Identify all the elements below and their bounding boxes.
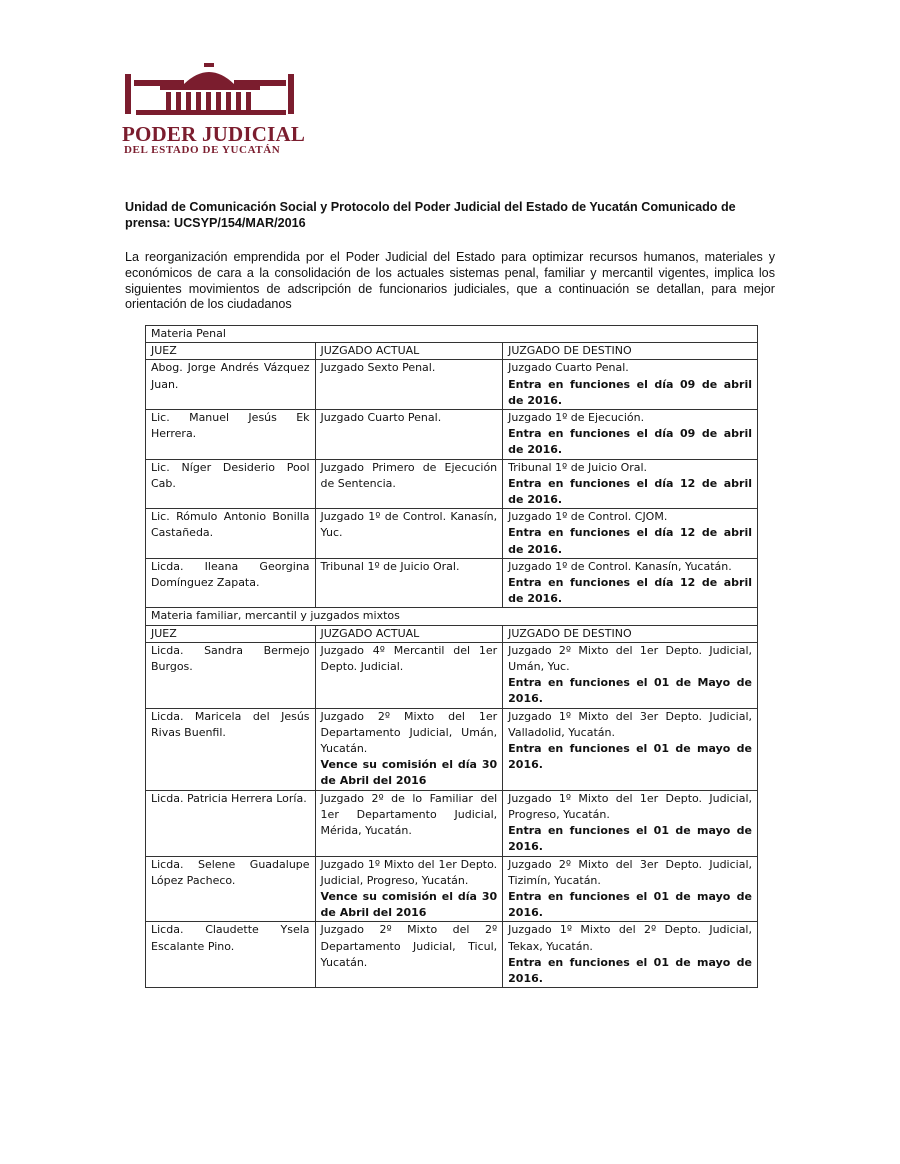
actual-text: Juzgado 2º de lo Familiar del 1er Departamento Judicial, Mérida, Yucatán. <box>320 791 498 838</box>
juzgado-actual-cell <box>315 642 503 708</box>
table-row <box>146 856 758 922</box>
press-release-heading: Unidad de Comunicación Social y Protocolo del Poder Judicial del Estado de Yucatán Comunicado de prensa: UCSYP/154/MAR/2016 <box>125 200 736 230</box>
table-row <box>146 410 758 460</box>
table-row <box>146 459 758 509</box>
juez-cell: Licda. Maricela del Jesús Rivas Buenfil. <box>146 708 316 790</box>
destino-text: Juzgado 1º de Control. Kanasín, Yucatán. <box>508 559 732 573</box>
juzgado-destino-cell <box>503 558 758 608</box>
destino-text: Juzgado 1º Mixto del 1er Depto. Judicial, Progreso, Yucatán. <box>508 791 752 821</box>
juzgado-actual-cell: Juzgado Sexto Penal. <box>315 360 503 410</box>
juzgado-actual-cell: Tribunal 1º de Juicio Oral. <box>315 558 503 608</box>
juez-cell: Licda. Patricia Herrera Loría. <box>146 790 316 856</box>
header-juez: JUEZ <box>146 625 316 642</box>
table-row <box>146 790 758 856</box>
destino-text: Juzgado 2º Mixto del 1er Depto. Judicial, Umán, Yuc. <box>508 643 752 674</box>
logo-title: PODER JUDICIAL <box>122 122 306 146</box>
juez-cell: Licda. Ileana Georgina Domínguez Zapata. <box>146 558 316 608</box>
juzgado-destino-cell <box>503 790 758 856</box>
start-date-note: Entra en funciones el día 09 de abril de 2016. <box>508 427 752 457</box>
juzgado-actual-cell <box>315 922 503 988</box>
header-juzgado-destino: JUZGADO DE DESTINO <box>503 343 758 360</box>
intro-paragraph: La reorganización emprendida por el Poder Judicial del Estado para optimizar recursos humanos, materiales y económicos de cara a la consolidación de los actuales sistemas penal, familiar y mercantil vigentes, implica los siguientes movimientos de adscripción de funcionarios judiciales, que a continuación se detallan, para mejor orientación de los ciudadanos <box>125 250 775 312</box>
palace-logo-icon <box>122 60 297 118</box>
destino-text: Juzgado Cuarto Penal. <box>508 361 629 375</box>
table-row <box>146 360 758 410</box>
start-date-note: Entra en funciones el día 12 de abril de 2016. <box>508 576 752 606</box>
header-juzgado-destino: JUZGADO DE DESTINO <box>503 625 758 642</box>
actual-text: Juzgado 4º Mercantil del 1er Depto. Judicial. <box>320 643 498 674</box>
section-title-familiar: Materia familiar, mercantil y juzgados mixtos <box>146 608 758 625</box>
commission-end-note: Vence su comisión el día 30 de Abril del 2016 <box>320 758 498 788</box>
juez-cell: Lic. Manuel Jesús Ek Herrera. <box>146 410 316 460</box>
start-date-note: Entra en funciones el 01 de mayo de 2016. <box>508 955 752 985</box>
logo-subtitle: DEL ESTADO DE YUCATÁN <box>124 144 281 156</box>
commission-end-note: Vence su comisión el día 30 de Abril del 2016 <box>320 889 498 920</box>
destino-text: Juzgado 1º de Control. CJOM. <box>508 510 668 524</box>
start-date-note: Entra en funciones el día 09 de abril de 2016. <box>508 377 752 407</box>
start-date-note: Entra en funciones el día 12 de abril de 2016. <box>508 526 752 556</box>
juez-cell: Lic. Rómulo Antonio Bonilla Castañeda. <box>146 509 316 559</box>
juzgado-destino-cell <box>503 459 758 509</box>
section-row-familiar <box>146 608 758 625</box>
start-date-note: Entra en funciones el día 12 de abril de 2016. <box>508 476 752 507</box>
juzgado-destino-cell <box>503 410 758 460</box>
juez-cell: Abog. Jorge Andrés Vázquez Juan. <box>146 360 316 410</box>
table-row <box>146 558 758 608</box>
juzgado-destino-cell <box>503 922 758 988</box>
header-row-penal <box>146 343 758 360</box>
table-row <box>146 642 758 708</box>
assignments-table <box>145 325 758 988</box>
juzgado-actual-cell: Juzgado Primero de Ejecución de Sentencia. <box>315 459 503 509</box>
header-row-familiar <box>146 625 758 642</box>
juzgado-destino-cell <box>503 642 758 708</box>
poder-judicial-logo <box>122 60 306 160</box>
header-juzgado-actual: JUZGADO ACTUAL <box>315 625 503 642</box>
juzgado-actual-cell <box>315 790 503 856</box>
juzgado-actual-cell: Juzgado Cuarto Penal. <box>315 410 503 460</box>
destino-text: Juzgado 1º Mixto del 3er Depto. Judicial, Valladolid, Yucatán. <box>508 709 752 739</box>
juzgado-actual-cell <box>315 856 503 922</box>
juzgado-destino-cell <box>503 708 758 790</box>
juzgado-destino-cell <box>503 509 758 559</box>
juzgado-destino-cell <box>503 360 758 410</box>
juez-cell: Licda. Claudette Ysela Escalante Pino. <box>146 922 316 988</box>
destino-text: Juzgado 1º de Ejecución. <box>508 411 645 425</box>
table-row <box>146 509 758 559</box>
juez-cell: Licda. Selene Guadalupe López Pacheco. <box>146 856 316 922</box>
section-row-penal <box>146 326 758 343</box>
destino-text: Juzgado 2º Mixto del 3er Depto. Judicial, Tizimín, Yucatán. <box>508 857 752 887</box>
destino-text: Tribunal 1º de Juicio Oral. <box>508 460 648 474</box>
table-row <box>146 708 758 790</box>
table-row <box>146 922 758 988</box>
juzgado-actual-cell <box>315 708 503 790</box>
actual-text: Juzgado 1º Mixto del 1er Depto. Judicial, Progreso, Yucatán. <box>320 857 498 887</box>
destino-text: Juzgado 1º Mixto del 2º Depto. Judicial, Tekax, Yucatán. <box>508 923 752 953</box>
start-date-note: Entra en funciones el 01 de mayo de 2016. <box>508 742 752 772</box>
actual-text: Juzgado 2º Mixto del 2º Departamento Judicial, Ticul, Yucatán. <box>320 923 498 969</box>
start-date-note: Entra en funciones el 01 de mayo de 2016. <box>508 824 752 854</box>
header-juzgado-actual: JUZGADO ACTUAL <box>315 343 503 360</box>
actual-text: Juzgado 2º Mixto del 1er Departamento Judicial, Umán, Yucatán. <box>320 709 498 756</box>
juez-cell: Licda. Sandra Bermejo Burgos. <box>146 642 316 708</box>
start-date-note: Entra en funciones el 01 de Mayo de 2016. <box>508 676 752 706</box>
section-title-penal: Materia Penal <box>146 326 758 343</box>
juzgado-actual-cell: Juzgado 1º de Control. Kanasín, Yuc. <box>315 509 503 559</box>
juez-cell: Lic. Níger Desiderio Pool Cab. <box>146 459 316 509</box>
start-date-note: Entra en funciones el 01 de mayo de 2016. <box>508 889 752 920</box>
juzgado-destino-cell <box>503 856 758 922</box>
header-juez: JUEZ <box>146 343 316 360</box>
